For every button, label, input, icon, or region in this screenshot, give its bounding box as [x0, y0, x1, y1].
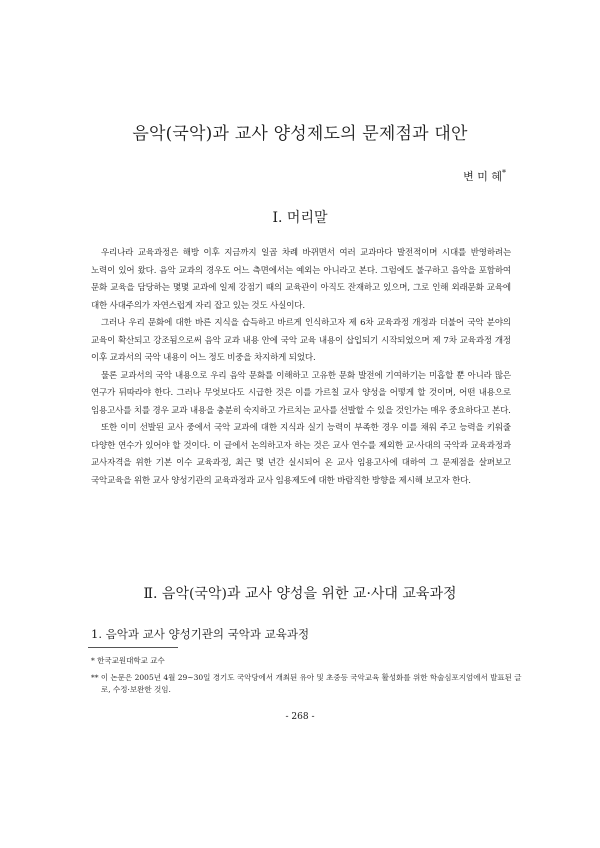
body-paragraph: 또한 이미 선발된 교사 중에서 국악 교과에 대한 지식과 실기 능력이 부족한 경우 이를 채워 주고 능력을 키워줄 다양한 연수가 있어야 할 것이다. 이 글에서 논의하고자 하는 것은 교사 연수를 제외한 교·사대의 국악과 교육과정과 교사자격을 위한 기본 이수 교육과정, 최근 몇 년간 실시되어 온 교사 임용고사에 대하여 그 문제점을 살펴보고 국악교육을 위한 교사 양성기관의 교육과정과 교사 임용제도에 대한 바람직한 방향을 제시해 보고자 한다. [91, 423, 511, 486]
subsection-heading: 1. 음악과 교사 양성기관의 국악과 교육과정 [91, 627, 310, 641]
author-line [463, 168, 506, 184]
section-heading-curriculum: Ⅱ. 음악(국악)과 교사 양성을 위한 교·사대 교육과정 [143, 586, 457, 602]
footnote-affiliation: * 한국교원대학교 교수 [91, 656, 165, 665]
introduction-body [91, 245, 511, 490]
page-number: - 268 - [285, 712, 315, 722]
footnote-source: ** 이 논문은 2005년 4월 29~30일 경기도 국악당에서 개최된 유아 및 초중등 국악교육 활성화를 위한 학술심포지엄에서 발표된 글로, 수정·보완한 것임. [91, 673, 522, 694]
body-paragraph: 그러나 우리 문화에 대한 바른 지식을 습득하고 바르게 인식하고자 제 6차 교육과정 개정과 더불어 국악 분야의 교육이 확산되고 강조됨으로써 음악 교과 내용 안에 국악 교육 내용이 삽입되기 시작되었으며 제 7차 교육과정 개정 이후 교과서의 국악 내용이 어느 정도 비중을 차지하게 되었다. [91, 318, 511, 363]
body-paragraph: 물론 교과서의 국악 내용으로 우리 음악 문화를 이해하고 고유한 문화 발전에 기여하기는 미흡할 뿐 아니라 많은 연구가 뒤따라야 한다. 그러나 무엇보다도 시급한 것은 이를 가르칠 교사 양성을 어떻게 할 것이며, 어떤 내용으로 임용고사를 치를 경우 교과 내용을 충분히 숙지하고 가르치는 교사를 선발할 수 있을 것인가는 매우 중요하다고 본다. [91, 370, 511, 416]
section-heading-introduction: Ⅰ. 머리말 [272, 210, 328, 226]
author-name: 변 미 혜 [463, 170, 502, 183]
body-paragraph: 우리나라 교육과정은 해방 이후 지금까지 일곱 차례 바뀌면서 여러 교과마다 발전적이며 시대를 반영하려는 노력이 있어 왔다. 음악 교과의 경우도 어느 측면에서는 예외는 아니라고 본다. 그럼에도 불구하고 음악을 포함하여 문화 교육을 담당하는 몇몇 교과에 일제 강점기 때의 교육관이 아직도 잔재하고 있으며, 그로 인해 외래문화 교육에 대한 사대주의가 자연스럽게 자리 잡고 있는 것도 사실이다. [91, 248, 511, 311]
paper-title: 음악(국악)과 교사 양성제도의 문제점과 대안 [132, 124, 468, 144]
footnote-divider [88, 647, 178, 648]
author-footnote-mark: * [502, 168, 506, 178]
